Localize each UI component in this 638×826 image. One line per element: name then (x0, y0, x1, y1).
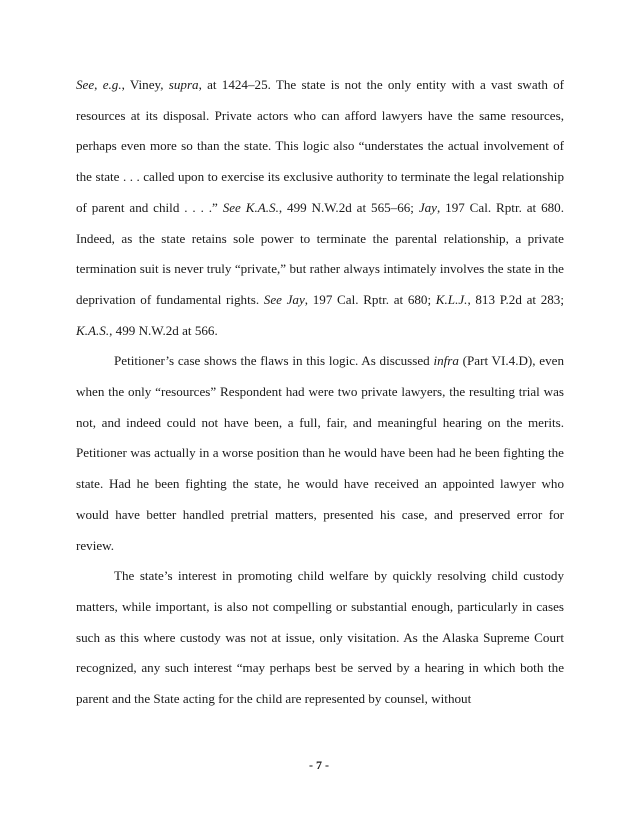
citation-text: K.L.J. (435, 291, 468, 307)
body-text-run: , 499 N.W.2d at 565–66; (278, 199, 419, 215)
paragraph-1 (76, 70, 564, 346)
body-text-run: The state’s interest in promoting child welfare by quickly resolving child custody matters, while important, is also not compelling or substantial enough, particularly in cases such as this where custody was not at issue, only visitation. As the Alaska Supreme Court recognized, any such interest “may perhaps best be served by a hearing in which both the parent and the State acting for the child are represented by counsel, without (76, 568, 564, 707)
citation-text: See K.A.S. (222, 199, 279, 215)
body-text-run: , Viney, (121, 77, 169, 92)
citation-text: K.A.S. (76, 322, 110, 338)
paragraph-3 (76, 561, 564, 715)
document-body (76, 70, 564, 715)
citation-text: supra (168, 77, 199, 92)
body-text-run: (Part VI.4.D), even when the only “resources” Respondent had were two private lawyers, the resulting trial was not, and indeed could not have been, a full, fair, and meaningful hearing on the merits. Petitioner was actually in a worse position than he would have been had he been fighting the state. Had he been fighting the state, he would have received an appointed lawyer who would have better handled pretrial matters, presented his case, and preserved error for review. (76, 353, 564, 553)
citation-text: e.g. (102, 77, 122, 92)
citation-text: See (76, 77, 95, 92)
paragraph-2 (76, 346, 564, 561)
body-text-run: , at 1424–25. The state is not the only entity with a vast swath of resources at its disposal. Private actors who can afford lawyers have the same resources, perhaps even more so than the state. This logic also “understates the actual involvement of the state . . . called upon to exercise its exclusive authority to terminate the legal relationship of parent and child . . . .” (76, 77, 565, 215)
body-text-run: , (94, 77, 103, 92)
body-text-run: , 813 P.2d at 283; (467, 291, 564, 307)
page-number: - 7 - (309, 758, 329, 772)
body-text-run: , 499 N.W.2d at 566. (109, 322, 218, 338)
citation-text: infra (433, 353, 459, 369)
body-text-run: Petitioner’s case shows the flaws in this logic. As discussed (114, 353, 434, 369)
body-text-run: , 197 Cal. Rptr. at 680. Indeed, as the state retains sole power to terminate the parental relationship, a private termination suit is never truly “private,” but rather always intimately involves the state in the deprivation of fundamental rights. (76, 199, 564, 307)
citation-text: See Jay (263, 291, 305, 307)
citation-text: Jay (418, 199, 437, 215)
body-text-run: , 197 Cal. Rptr. at 680; (304, 291, 436, 307)
